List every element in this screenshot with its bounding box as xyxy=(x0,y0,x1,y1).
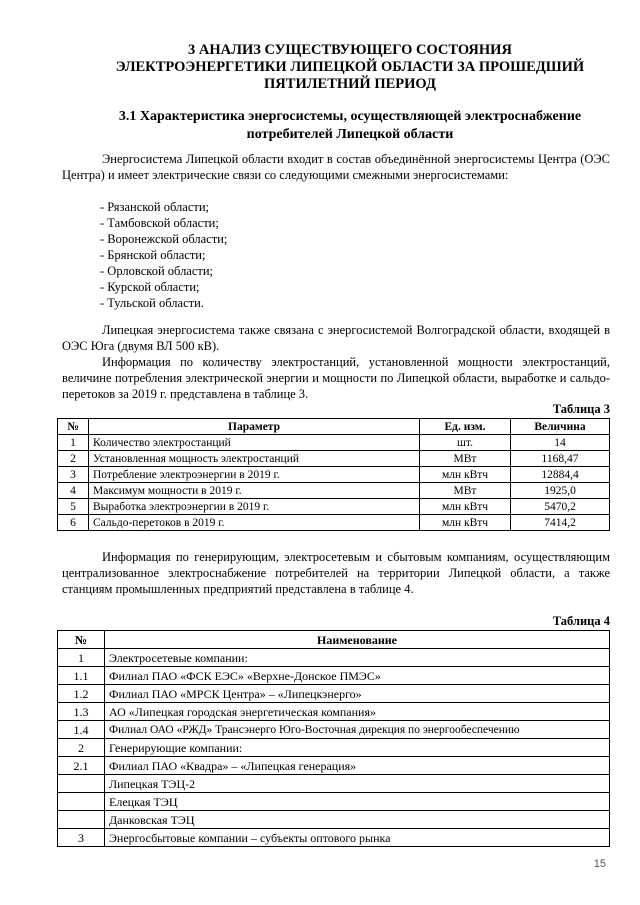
cell-name: Филиал ОАО «РЖД» Трансэнерго Юго-Восточная дирекция по энергообеспечению xyxy=(105,721,610,739)
cell-num: 1 xyxy=(58,435,89,451)
cell-name: Елецкая ТЭЦ xyxy=(105,793,610,811)
section-heading xyxy=(90,108,610,144)
cell-value: 12884,4 xyxy=(511,467,610,483)
cell-num: 1.4 xyxy=(58,721,105,739)
cell-unit: млн кВтч xyxy=(420,515,511,531)
table-row xyxy=(58,757,610,775)
chapter-heading-line: ПЯТИЛЕТНИЙ ПЕРИОД xyxy=(264,76,436,92)
col-header-unit: Ед. изм. xyxy=(420,419,511,435)
table-row xyxy=(58,703,610,721)
cell-param: Выработка электроэнергии в 2019 г. xyxy=(89,499,420,515)
table-row xyxy=(58,721,610,739)
cell-num: 2 xyxy=(58,739,105,757)
cell-num: 1 xyxy=(58,649,105,667)
table-row xyxy=(58,775,610,793)
col-header-param: Параметр xyxy=(89,419,420,435)
cell-num: 4 xyxy=(58,483,89,499)
list-item: - Воронежской области; xyxy=(100,232,228,246)
col-header-name: Наименование xyxy=(105,631,610,649)
cell-unit: МВт xyxy=(420,451,511,467)
cell-unit: млн кВтч xyxy=(420,499,511,515)
cell-param: Потребление электроэнергии в 2019 г. xyxy=(89,467,420,483)
cell-num xyxy=(58,811,105,829)
list-item: - Курской области; xyxy=(100,280,200,294)
col-header-num: № xyxy=(58,631,105,649)
paragraph-volgograd: Липецкая энергосистема также связана с энергосистемой Волгоградской области, входящей в ОЭС Юга (двумя ВЛ 500 кВ). xyxy=(62,323,610,353)
cell-name: Генерирующие компании: xyxy=(105,739,610,757)
list-item: - Тамбовской области; xyxy=(100,216,219,230)
cell-name: Филиал ПАО «МРСК Центра» – «Липецкэнерго» xyxy=(105,685,610,703)
cell-num: 1.3 xyxy=(58,703,105,721)
table-row xyxy=(58,451,610,467)
col-header-value: Величина xyxy=(511,419,610,435)
cell-value: 5470,2 xyxy=(511,499,610,515)
cell-param: Установленная мощность электростанций xyxy=(89,451,420,467)
table-row xyxy=(58,739,610,757)
table-row xyxy=(58,685,610,703)
cell-name: Филиал ПАО «Квадра» – «Липецкая генерация» xyxy=(105,757,610,775)
cell-unit: млн кВтч xyxy=(420,467,511,483)
cell-value: 14 xyxy=(511,435,610,451)
table4-caption: Таблица 4 xyxy=(552,614,610,628)
col-header-num: № xyxy=(58,419,89,435)
list-item: - Тульской области. xyxy=(100,296,204,310)
table-row xyxy=(58,467,610,483)
table-row xyxy=(58,483,610,499)
cell-num: 2 xyxy=(58,451,89,467)
cell-name: Электросетевые компании: xyxy=(105,649,610,667)
cell-name: АО «Липецкая городская энергетическая компания» xyxy=(105,703,610,721)
cell-name: Энергосбытовые компании – субъекты оптового рынка xyxy=(105,829,610,847)
cell-num: 5 xyxy=(58,499,89,515)
cell-num: 3 xyxy=(58,829,105,847)
cell-unit: МВт xyxy=(420,483,511,499)
cell-value: 1168,47 xyxy=(511,451,610,467)
cell-name: Филиал ПАО «ФСК ЕЭС» «Верхне-Донское ПМЭС» xyxy=(105,667,610,685)
paragraph-table3-intro: Информация по количеству электростанций, установленной мощности электростанций, величине потребления электрической энергии и мощности по Липецкой области, выработке и сальдо-перетоков за 2019 г. представлена в таблице 3. xyxy=(62,355,610,401)
cell-num: 1.2 xyxy=(58,685,105,703)
paragraph-intro: Энергосистема Липецкой области входит в состав объединённой энергосистемы Центра (ОЭС Центра) и имеет электрические связи со следующими смежными энергосистемами: xyxy=(62,152,610,182)
cell-unit: шт. xyxy=(420,435,511,451)
table-row xyxy=(58,499,610,515)
table-row xyxy=(58,435,610,451)
chapter-heading xyxy=(90,42,610,93)
chapter-heading-line: 3 АНАЛИЗ СУЩЕСТВУЮЩЕГО СОСТОЯНИЯ xyxy=(188,42,512,58)
table-row xyxy=(58,667,610,685)
region-list xyxy=(100,199,227,311)
cell-num xyxy=(58,775,105,793)
section-heading-line: 3.1 Характеристика энергосистемы, осуществляющей электроснабжение xyxy=(118,109,582,124)
table-header-row xyxy=(58,419,610,435)
cell-num: 2.1 xyxy=(58,757,105,775)
page-number: 15 xyxy=(593,858,606,870)
cell-num xyxy=(58,793,105,811)
chapter-heading-line: ЭЛЕКТРОЭНЕРГЕТИКИ ЛИПЕЦКОЙ ОБЛАСТИ ЗА ПРОШЕДШИЙ xyxy=(115,59,585,75)
cell-param: Максимум мощности в 2019 г. xyxy=(89,483,420,499)
list-item: - Орловской области; xyxy=(100,264,214,278)
table4 xyxy=(57,630,610,847)
section-heading-line: потребителей Липецкой области xyxy=(246,127,454,142)
table-row xyxy=(58,793,610,811)
table-header-row xyxy=(58,631,610,649)
table-row xyxy=(58,649,610,667)
cell-value: 7414,2 xyxy=(511,515,610,531)
cell-num: 3 xyxy=(58,467,89,483)
cell-name: Липецкая ТЭЦ-2 xyxy=(105,775,610,793)
cell-num: 6 xyxy=(58,515,89,531)
cell-name: Данковская ТЭЦ xyxy=(105,811,610,829)
cell-num: 1.1 xyxy=(58,667,105,685)
table-row xyxy=(58,829,610,847)
cell-value: 1925,0 xyxy=(511,483,610,499)
table3 xyxy=(57,418,610,531)
cell-param: Количество электростанций xyxy=(89,435,420,451)
table-row xyxy=(58,515,610,531)
table-row xyxy=(58,811,610,829)
paragraph-table4-intro: Информация по генерирующим, электросетевым и сбытовым компаниям, осуществляющим централизованное электроснабжение потребителей на территории Липецкой области, а также станциям промышленных предприятий представлена в таблице 4. xyxy=(62,550,610,596)
cell-param: Сальдо-перетоков в 2019 г. xyxy=(89,515,420,531)
list-item: - Брянской области; xyxy=(100,248,206,262)
list-item: - Рязанской области; xyxy=(100,200,209,214)
table3-caption: Таблица 3 xyxy=(552,402,610,416)
